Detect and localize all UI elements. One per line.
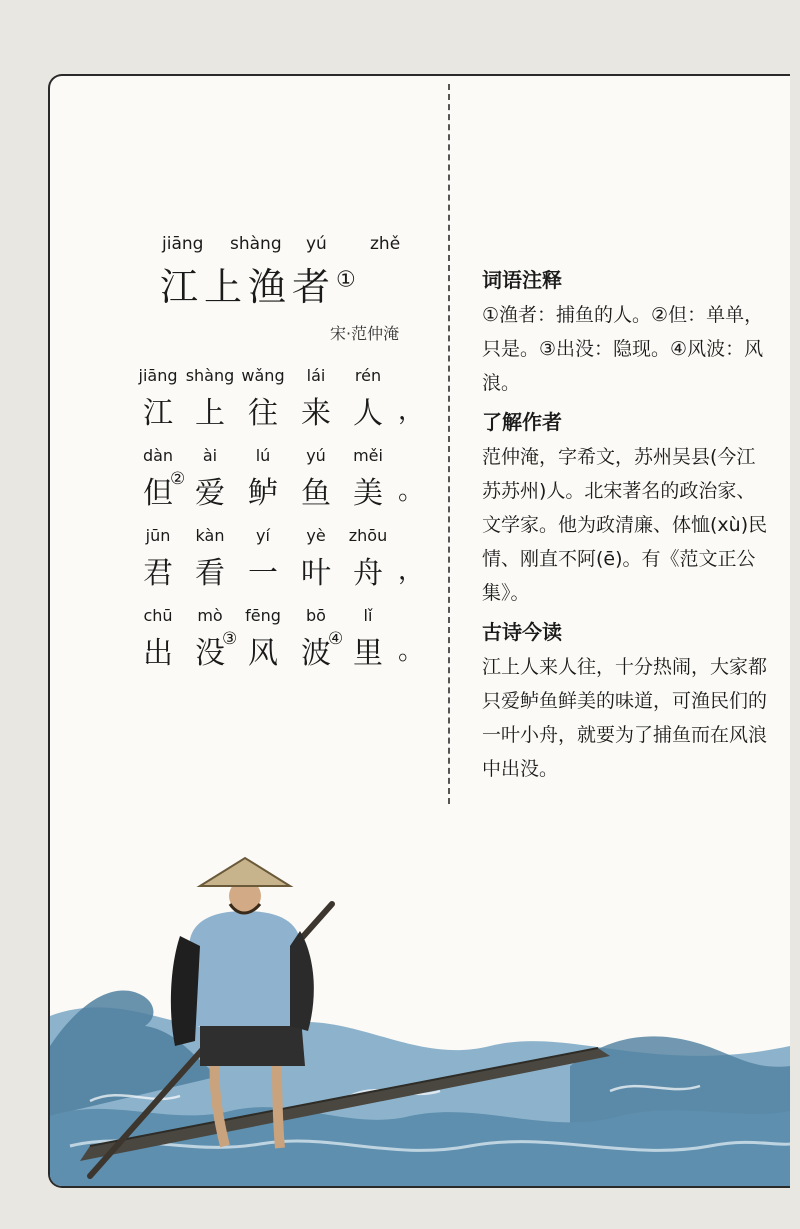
hanzi: 一 bbox=[248, 556, 278, 591]
punctuation: 。 bbox=[398, 476, 425, 506]
poem-title-text: 江上渔者 bbox=[160, 265, 337, 309]
punctuation: 。 bbox=[398, 636, 425, 666]
pinyin: lǐ bbox=[363, 606, 373, 625]
footnote-mark: ④ bbox=[328, 629, 344, 649]
hanzi: 看 bbox=[195, 556, 225, 591]
pinyin: fēng bbox=[245, 606, 281, 625]
pinyin: lú bbox=[255, 446, 271, 465]
pinyin: wǎng bbox=[241, 366, 285, 385]
side-notes bbox=[482, 262, 772, 790]
poem-author: 宋·范仲淹 bbox=[330, 324, 400, 343]
author-text: 范仲淹，字希文，苏州吴县(今江苏苏州)人。北宋著名的政治家、文学家。他为政清廉、体恤(xù)民情、刚直不阿(ē)。有《范文正公集》。 bbox=[482, 446, 768, 604]
hanzi: 往 bbox=[248, 396, 278, 431]
pinyin: yí bbox=[256, 526, 270, 545]
title-footnote-mark: ① bbox=[336, 267, 362, 293]
pinyin: chū bbox=[143, 606, 173, 625]
footnote-mark: ③ bbox=[222, 629, 238, 649]
title-pinyin-syllable: yú bbox=[306, 234, 327, 254]
pinyin: rén bbox=[354, 366, 382, 385]
hanzi: 出 bbox=[143, 636, 173, 671]
fisherman-illustration bbox=[50, 816, 790, 1186]
pinyin: měi bbox=[353, 446, 383, 465]
hanzi: 波 bbox=[301, 636, 331, 671]
pinyin: shàng bbox=[185, 366, 235, 385]
hanzi: 人 bbox=[353, 396, 383, 431]
pinyin: ài bbox=[202, 446, 218, 465]
hanzi: 君 bbox=[143, 556, 173, 591]
hanzi: 鲈 bbox=[248, 476, 278, 511]
column-divider bbox=[448, 84, 450, 804]
pinyin: lái bbox=[306, 366, 326, 385]
title-pinyin-syllable: shàng bbox=[230, 234, 282, 254]
hanzi: 里 bbox=[353, 636, 383, 671]
hanzi: 舟 bbox=[353, 556, 383, 591]
pinyin: kàn bbox=[195, 526, 225, 545]
notes-heading: 词语注释 bbox=[482, 268, 562, 292]
textbook-page bbox=[48, 74, 790, 1188]
pinyin: yè bbox=[306, 526, 326, 545]
pinyin: dàn bbox=[142, 446, 174, 465]
poem-title bbox=[160, 256, 362, 311]
reading-heading: 古诗今读 bbox=[482, 620, 562, 644]
footnote-mark: ② bbox=[170, 469, 186, 489]
hanzi: 鱼 bbox=[301, 476, 331, 511]
hanzi: 美 bbox=[353, 476, 383, 511]
pinyin: mò bbox=[197, 606, 223, 625]
hanzi: 但 bbox=[143, 476, 173, 511]
title-pinyin-syllable: zhě bbox=[370, 234, 401, 254]
notes-text: ①渔者：捕鱼的人。②但：单单，只是。③出没：隐现。④风波：风浪。 bbox=[482, 304, 764, 394]
title-pinyin-syllable: jiāng bbox=[162, 234, 204, 254]
pinyin: jiāng bbox=[138, 366, 178, 385]
hanzi: 叶 bbox=[301, 556, 331, 591]
hanzi: 来 bbox=[301, 396, 331, 431]
pinyin: bō bbox=[306, 606, 326, 625]
pinyin: jūn bbox=[145, 526, 171, 545]
author-heading: 了解作者 bbox=[482, 410, 562, 434]
hanzi: 上 bbox=[195, 396, 225, 431]
hanzi: 风 bbox=[248, 636, 278, 671]
punctuation: ， bbox=[398, 556, 425, 586]
pinyin: yú bbox=[306, 446, 326, 465]
punctuation: ， bbox=[398, 396, 425, 426]
pinyin: zhōu bbox=[348, 526, 388, 545]
hanzi: 江 bbox=[143, 396, 173, 431]
hanzi: 爱 bbox=[195, 476, 225, 511]
hanzi: 没 bbox=[195, 636, 225, 671]
wave-foam bbox=[50, 1107, 790, 1186]
reading-text: 江上人来人往，十分热闹，大家都只爱鲈鱼鲜美的味道，可渔民们的一叶小舟，就要为了捕鱼而在风浪中出没。 bbox=[482, 656, 768, 780]
